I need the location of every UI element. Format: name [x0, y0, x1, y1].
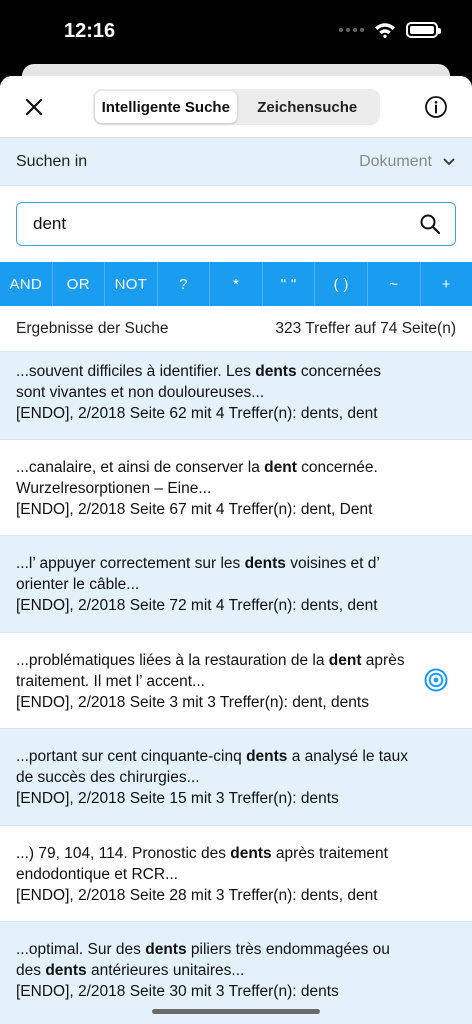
- status-icons: [339, 22, 438, 38]
- cellular-signal-icon: [339, 28, 364, 32]
- snippet-text: ...canalaire, et ainsi de conserver la: [16, 459, 265, 476]
- search-hit-term: dent: [328, 652, 362, 669]
- search-hit-term: dents: [246, 748, 288, 765]
- result-snippet: [16, 650, 410, 692]
- operator-tilde-button[interactable]: ~: [368, 262, 421, 306]
- result-meta: [ENDO], 2/2018 Seite 28 mit 3 Treffer(n): dents, dent: [16, 887, 378, 904]
- result-meta: [ENDO], 2/2018 Seite 62 mit 4 Treffer(n): dents, dent: [16, 405, 378, 422]
- results-list: [0, 352, 472, 1024]
- result-snippet: [16, 939, 410, 981]
- search-hit-term: dents: [145, 941, 187, 958]
- results-header: [0, 306, 472, 352]
- result-snippet: [16, 553, 410, 595]
- search-sheet: [0, 76, 472, 1024]
- home-indicator: [152, 1009, 320, 1014]
- search-hit-term: dents: [244, 555, 286, 572]
- result-item[interactable]: [0, 729, 472, 826]
- operator-bar: [0, 262, 472, 306]
- operator-wildcard-button[interactable]: *: [210, 262, 263, 306]
- nav-bar: [0, 76, 472, 138]
- search-box: [16, 202, 456, 246]
- result-item[interactable]: [0, 826, 472, 922]
- snippet-text: antérieures unitaires...: [86, 962, 245, 979]
- snippet-text: piliers très endommagées ou des: [16, 941, 390, 979]
- result-item[interactable]: [0, 440, 472, 536]
- result-snippet: [16, 361, 410, 403]
- snippet-text: a analysé le taux de succès des chirurgies...: [16, 748, 409, 786]
- search-scope-value: Dokument: [359, 152, 432, 170]
- snippet-text: ...portant sur cent cinquante-cinq: [16, 748, 247, 765]
- wifi-icon: [374, 22, 396, 38]
- result-item[interactable]: [0, 352, 472, 440]
- battery-icon: [406, 22, 438, 38]
- result-meta: [ENDO], 2/2018 Seite 72 mit 4 Treffer(n): dents, dent: [16, 597, 378, 614]
- results-count: 323 Treffer auf 74 Seite(n): [275, 319, 456, 337]
- status-time: 12:16: [64, 20, 116, 42]
- status-bar: [0, 0, 472, 64]
- search-scope-label: Suchen in: [16, 152, 88, 170]
- search-icon[interactable]: [419, 213, 441, 235]
- result-snippet: [16, 746, 410, 788]
- snippet-text: ...souvent difficiles à identifier. Les: [16, 363, 256, 380]
- result-item[interactable]: [0, 536, 472, 633]
- chevron-down-icon: [442, 155, 456, 169]
- search-area: [0, 186, 472, 262]
- snippet-text: ...optimal. Sur des: [16, 941, 146, 958]
- operator-question-button[interactable]: ?: [158, 262, 211, 306]
- result-snippet: [16, 457, 410, 499]
- snippet-text: ...problématiques liées à la restauration de la: [16, 652, 329, 669]
- search-hit-term: dents: [45, 962, 87, 979]
- result-snippet: [16, 843, 410, 885]
- snippet-text: après traitement. Il met l’ accent...: [16, 652, 405, 690]
- tab-intelligente-suche[interactable]: Intelligente Suche: [95, 91, 237, 123]
- snippet-text: concernées sont vivantes et non douloureuses...: [16, 363, 382, 401]
- operator-parentheses-button[interactable]: ( ): [315, 262, 368, 306]
- operator-not-button[interactable]: NOT: [105, 262, 158, 306]
- search-hit-term: dents: [255, 363, 297, 380]
- tab-zeichensuche[interactable]: Zeichensuche: [257, 98, 358, 116]
- snippet-text: ...l’ appuyer correctement sur les: [16, 555, 245, 572]
- search-input[interactable]: [33, 214, 419, 234]
- snippet-text: après traitement endodontique et RCR...: [16, 845, 388, 883]
- info-icon[interactable]: [424, 95, 448, 119]
- operator-and-button[interactable]: AND: [0, 262, 53, 306]
- operator-or-button[interactable]: OR: [53, 262, 106, 306]
- snippet-text: voisines et d’ orienter le câble...: [16, 555, 380, 593]
- results-title: Ergebnisse der Suche: [16, 319, 169, 337]
- snippet-text: ...) 79, 104, 114. Pronostic des: [16, 845, 231, 862]
- snippet-text: concernée. Wurzelresorptionen – Eine...: [16, 459, 378, 497]
- result-meta: [ENDO], 2/2018 Seite 30 mit 3 Treffer(n): dents: [16, 983, 339, 1000]
- target-icon[interactable]: [424, 668, 448, 692]
- close-icon[interactable]: [22, 95, 46, 119]
- result-item[interactable]: [0, 633, 472, 729]
- operator-plus-button[interactable]: +: [441, 275, 451, 293]
- search-hit-term: dent: [264, 459, 297, 476]
- search-mode-segmented-control: [93, 89, 380, 125]
- result-meta: [ENDO], 2/2018 Seite 67 mit 4 Treffer(n): dent, Dent: [16, 501, 373, 518]
- operator-quotes-button[interactable]: " ": [263, 262, 316, 306]
- result-meta: [ENDO], 2/2018 Seite 15 mit 3 Treffer(n): dents: [16, 790, 339, 807]
- search-hit-term: dents: [230, 845, 272, 862]
- result-meta: [ENDO], 2/2018 Seite 3 mit 3 Treffer(n): dent, dents: [16, 694, 369, 711]
- search-scope-row[interactable]: [0, 138, 472, 186]
